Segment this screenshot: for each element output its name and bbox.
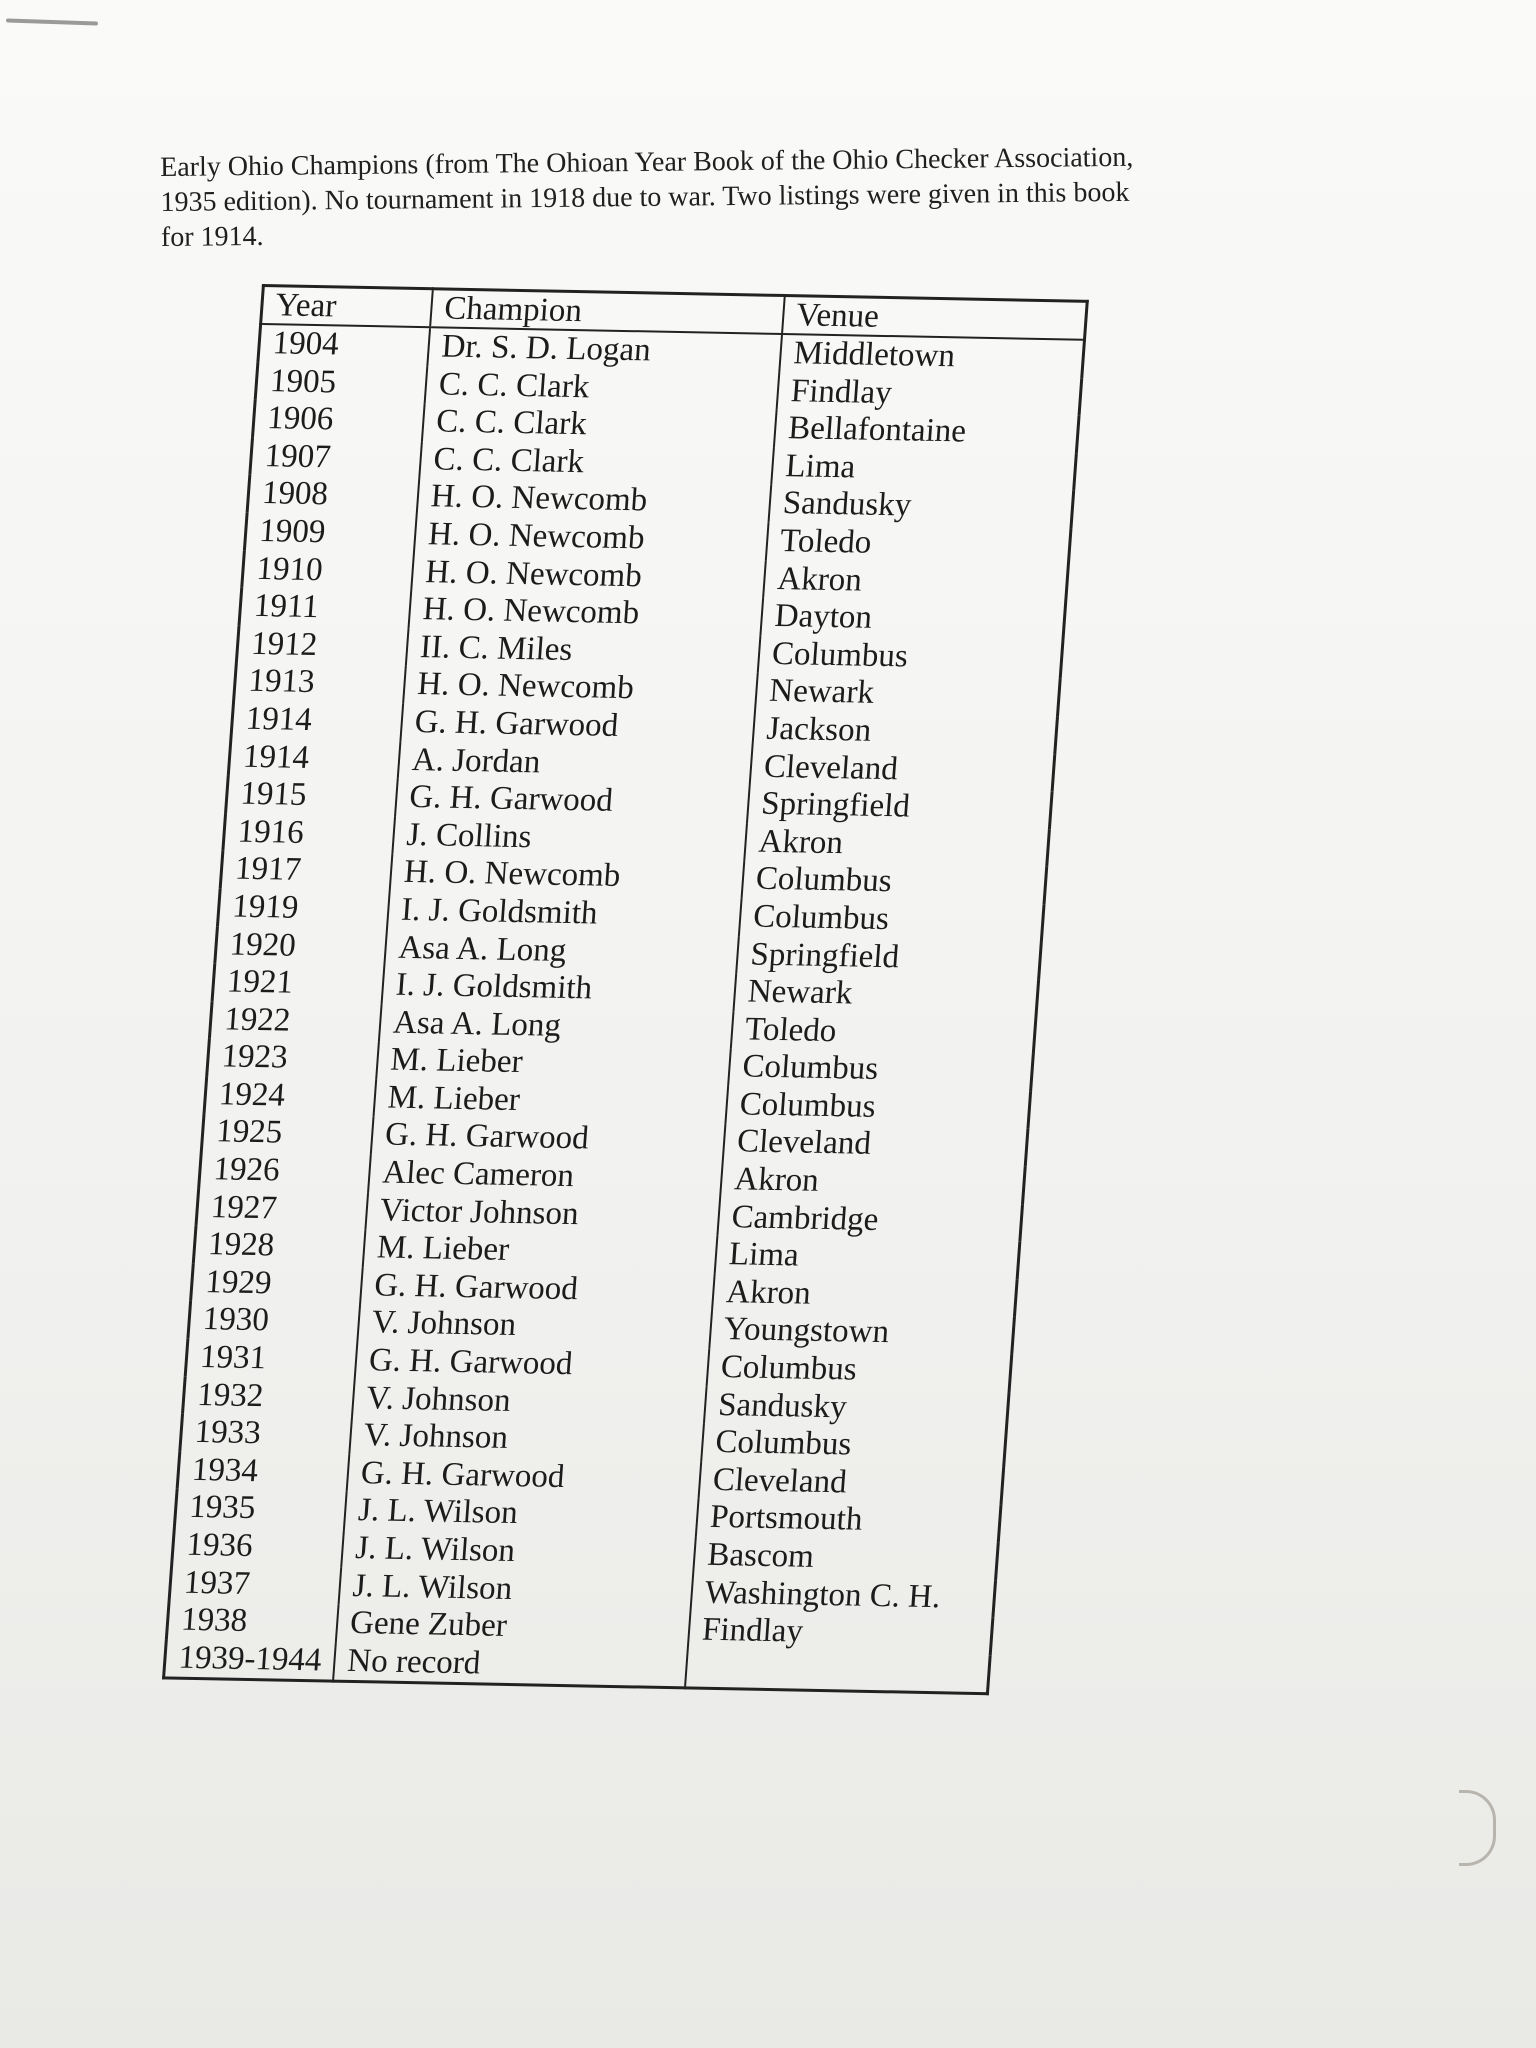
cell-year: 1929 — [204, 1263, 273, 1302]
cell-venue: Bascom — [693, 1537, 998, 1580]
cell-year: 1925 — [214, 1113, 284, 1151]
intro-paragraph — [160, 138, 1331, 255]
cell-champion: H. O. Newcomb — [411, 554, 766, 598]
cell-year: 1936 — [185, 1526, 254, 1565]
cell-year: 1915 — [239, 775, 308, 814]
cell-venue: Middletown — [779, 334, 1084, 378]
cell-venue: Columbus — [707, 1349, 1012, 1392]
cell-venue: Sandusky — [704, 1386, 1009, 1429]
cell-champion: I. J. Goldsmith — [382, 967, 737, 1011]
cell-venue: Toledo — [731, 1011, 1036, 1054]
cell-year: 1934 — [190, 1451, 260, 1489]
cell-year: 1917 — [233, 850, 303, 889]
cell-year: 1939-1944 — [177, 1639, 323, 1679]
cell-venue: Lima — [715, 1236, 1020, 1279]
cell-year: 1937 — [182, 1564, 252, 1602]
cell-venue: Dayton — [760, 598, 1065, 641]
cell-venue — [685, 1649, 990, 1694]
cell-venue: Columbus — [701, 1424, 1006, 1467]
cell-champion: J. L. Wilson — [341, 1530, 696, 1574]
cell-champion: Gene Zuber — [336, 1605, 691, 1649]
cell-year: 1905 — [268, 362, 338, 401]
cell-champion: V. Johnson — [357, 1305, 712, 1349]
cell-year: 1922 — [223, 1001, 292, 1039]
cell-venue: Newark — [755, 673, 1060, 716]
cell-year: 1928 — [206, 1226, 276, 1264]
cell-year: 1920 — [228, 926, 297, 964]
cell-year: 1932 — [196, 1376, 265, 1414]
cell-champion: H. O. Newcomb — [409, 591, 764, 635]
cell-year: 1931 — [198, 1339, 268, 1377]
cell-year: 1910 — [255, 550, 324, 588]
intro-line: 1935 edition). No tournament in 1918 due to war. Two listings were given in this book — [160, 176, 1130, 218]
cell-year: 1935 — [188, 1489, 257, 1527]
cell-venue: Springfield — [747, 786, 1052, 829]
cell-champion: H. O. Newcomb — [403, 666, 758, 710]
cell-year: 1914 — [241, 738, 311, 776]
cell-year: 1912 — [249, 625, 319, 663]
cell-venue: Portsmouth — [696, 1499, 1001, 1542]
cell-venue: Akron — [763, 560, 1068, 603]
cell-year: 1913 — [247, 663, 316, 701]
cell-year: 1914 — [244, 700, 314, 738]
cell-year: 1906 — [266, 400, 335, 438]
cell-champion: A. Jordan — [398, 741, 753, 785]
cell-venue: Cambridge — [717, 1199, 1022, 1242]
cell-year: 1909 — [258, 512, 327, 551]
cell-venue: Sandusky — [769, 485, 1074, 528]
cell-year: 1923 — [220, 1038, 289, 1076]
cell-venue: Newark — [734, 973, 1039, 1016]
table-body — [164, 324, 1085, 1694]
cell-champion: G. H. Garwood — [371, 1117, 726, 1161]
cell-champion: J. L. Wilson — [339, 1567, 694, 1611]
intro-line: Early Ohio Champions (from The Ohioan Year Book of the Ohio Checker Association, — [160, 141, 1134, 183]
cell-venue: Columbus — [739, 898, 1044, 941]
cell-champion: G. H. Garwood — [355, 1342, 710, 1386]
cell-year: 1927 — [209, 1188, 279, 1227]
cell-champion: C. C. Clark — [419, 441, 774, 485]
cell-venue: Cleveland — [750, 748, 1055, 791]
cell-champion: M. Lieber — [374, 1079, 729, 1123]
cell-champion: G. H. Garwood — [347, 1455, 702, 1499]
cell-venue: Findlay — [777, 373, 1082, 416]
cell-year: 1916 — [236, 813, 306, 851]
cell-year: 1907 — [263, 437, 332, 476]
cell-venue: Lima — [771, 448, 1076, 491]
cell-year: 1933 — [193, 1414, 262, 1452]
cell-champion: Dr. S. D. Logan — [427, 327, 782, 372]
cell-champion: C. C. Clark — [422, 403, 777, 447]
cell-champion: M. Lieber — [376, 1042, 731, 1086]
cell-champion: Victor Johnson — [365, 1192, 720, 1236]
cell-venue: Findlay — [688, 1612, 993, 1655]
cell-champion: G. H. Garwood — [400, 704, 755, 748]
cell-year: 1919 — [231, 888, 300, 926]
cell-champion: G. H. Garwood — [395, 779, 750, 823]
cell-venue: Columbus — [742, 861, 1047, 904]
cell-champion: M. Lieber — [363, 1229, 718, 1273]
header-champion: Champion — [430, 289, 785, 334]
cell-champion: No record — [333, 1642, 688, 1688]
cell-champion: J. Collins — [392, 816, 747, 860]
cell-champion: V. Johnson — [352, 1380, 707, 1424]
cell-champion: J. L. Wilson — [344, 1492, 699, 1536]
cell-year: 1921 — [225, 963, 295, 1001]
champions-table — [162, 284, 1089, 1696]
cell-champion: C. C. Clark — [425, 366, 780, 410]
cell-champion: G. H. Garwood — [360, 1267, 715, 1311]
cell-champion: H. O. Newcomb — [417, 478, 772, 522]
header-venue: Venue — [782, 296, 1087, 340]
cell-venue: Youngstown — [709, 1311, 1014, 1354]
cell-venue: Akron — [712, 1274, 1017, 1317]
cell-year: 1908 — [260, 475, 330, 513]
cell-venue: Akron — [720, 1161, 1025, 1204]
header-year: Year — [261, 286, 433, 328]
cell-year: 1926 — [212, 1151, 281, 1189]
cell-venue: Columbus — [728, 1048, 1033, 1091]
cell-venue: Washington C. H. — [690, 1574, 995, 1617]
cell-venue: Springfield — [736, 936, 1041, 979]
cell-venue: Akron — [744, 823, 1049, 866]
cell-champion: V. Johnson — [349, 1417, 704, 1461]
intro-line: for 1914. — [160, 220, 264, 253]
cell-venue: Toledo — [766, 523, 1071, 566]
cell-champion: Asa A. Long — [384, 929, 739, 973]
cell-venue: Columbus — [758, 635, 1063, 678]
cell-champion: II. C. Miles — [406, 629, 761, 673]
cell-year: 1930 — [201, 1301, 271, 1339]
cell-venue: Cleveland — [723, 1124, 1028, 1167]
cell-venue: Columbus — [725, 1086, 1030, 1129]
cell-champion: H. O. Newcomb — [414, 516, 769, 560]
cell-champion: I. J. Goldsmith — [387, 891, 742, 935]
cell-venue: Jackson — [752, 710, 1057, 753]
cell-champion: H. O. Newcomb — [390, 854, 745, 898]
cell-champion: Asa A. Long — [379, 1004, 734, 1048]
cell-year: 1904 — [271, 325, 341, 363]
cell-venue: Bellafontaine — [774, 410, 1079, 453]
cell-year: 1938 — [179, 1601, 249, 1640]
cell-venue: Cleveland — [699, 1461, 1004, 1504]
cell-champion: Alec Cameron — [368, 1154, 723, 1198]
champions-table-wrapper — [162, 284, 1089, 1696]
cell-year: 1924 — [217, 1076, 287, 1114]
cell-year: 1911 — [252, 588, 320, 626]
